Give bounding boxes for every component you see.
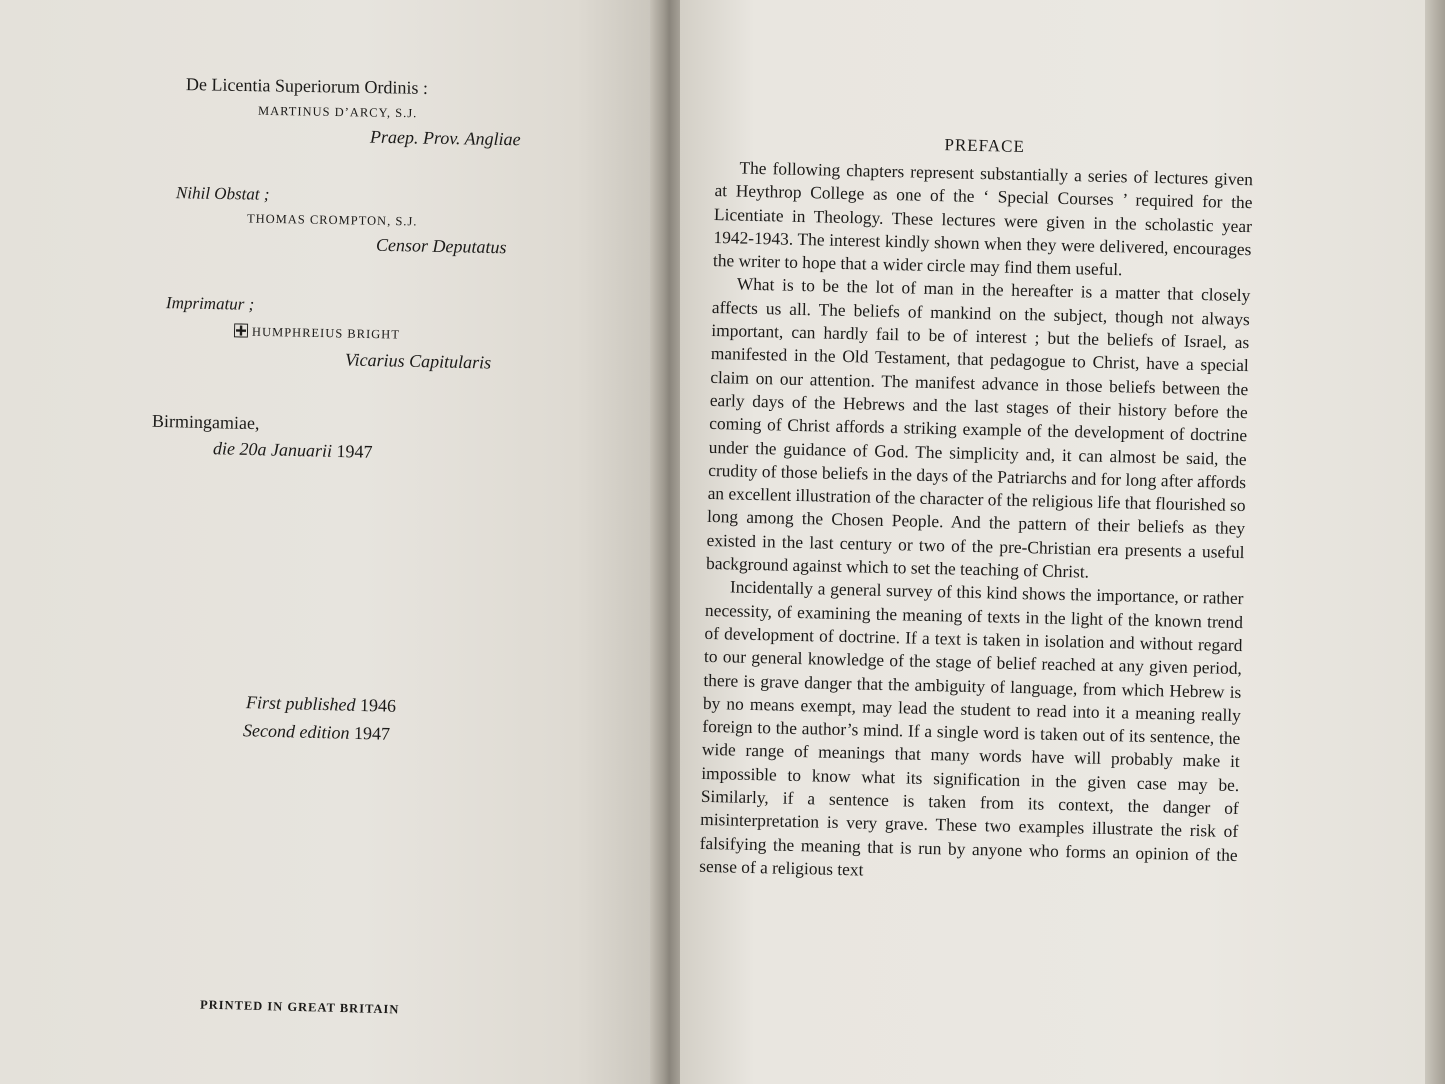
date-year: 1947 xyxy=(336,440,373,462)
preface-body xyxy=(699,128,1254,890)
second-edition-year: 1947 xyxy=(353,722,391,744)
preface-paragraph: What is to be the lot of man in the hereafter is a matter that closely affects us all. The beliefs of mankind on the subject, though not always important, can hardly fail to be of interest ; but the beliefs of Israel, as manifested in the Old Testament, that pedagogue to Christ, have a special claim on our attention. The manifest advance in those beliefs between the early days of the Hebrews and the last stages of their history before the coming of Christ affords a striking example of the development of doctrine under the guidance of God. The simplicity and, it can almost be said, the crudity of those beliefs in the days of the Patriarchs and for long after affords an excellent illustration of the character of the religious life that flourished so long among the Chosen People. And the pattern of their beliefs as they existed in the last century or two of the pre-Christian era presents a useful background against which to set the teaching of Christ. xyxy=(705,273,1251,582)
nihil-obstat-name: THOMAS CROMPTON, S.J. xyxy=(246,211,418,229)
right-page xyxy=(680,0,1425,1084)
licence-line: De Licentia Superiorum Ordinis : xyxy=(185,74,429,98)
first-published-year: 1946 xyxy=(359,694,397,716)
cross-icon xyxy=(234,323,248,337)
nihil-obstat-label: Nihil Obstat ; xyxy=(175,183,270,204)
first-published-line xyxy=(246,692,396,717)
nihil-obstat-title: Censor Deputatus xyxy=(375,234,507,258)
preface-paragraph: Incidentally a general survey of this kind shows the importance, or rather necessity, of examining the meaning of texts in the light of the known trend of development of doctrine. If a text is taken in isolation and without regard to our general knowledge of the stage of belief reached at any given period, there is grave danger that the ambiguity of language, from which Hebrew is by no means exempt, may lead the student to read into it a meaning really foreign to the author’s mind. If a single word is taken out of its sentence, the wide range of meanings that many words have will probably make it impossible to know what its signification in the given case may be. Similarly, if a sentence is taken from its context, the danger of misinterpretation is very grave. These two examples illustrate the risk of falsifying the meaning that is run by anyone who forms an opinion of the sense of a religious text xyxy=(699,576,1244,880)
place: Birmingamiae, xyxy=(151,410,260,434)
licence-title: Praep. Prov. Angliae xyxy=(369,126,521,150)
page-edge xyxy=(1425,0,1445,1084)
first-published-label: First published xyxy=(245,692,356,715)
licence-name: MARTINUS D’ARCY, S.J. xyxy=(257,103,418,121)
date-line xyxy=(213,438,373,463)
left-page xyxy=(0,0,655,1084)
date-prefix: die 20a Januarii xyxy=(212,438,333,461)
second-edition-line xyxy=(243,720,390,745)
preface-paragraph: The following chapters represent substantially a series of lectures given at Heythrop College as one of the ‘ Special Courses ’ required for the Licentiate in Theology. These lectures were given in the scholastic year 1942-1943. The interest kindly shown when they were delivered, encourages the writer to hope that a wider circle may find them useful. xyxy=(712,157,1254,280)
imprimatur-title: Vicarius Capitularis xyxy=(344,349,492,373)
imprimatur-name-line xyxy=(234,323,400,342)
imprimatur-name: HUMPHREIUS BRIGHT xyxy=(251,324,401,342)
printed-in: PRINTED IN GREAT BRITAIN xyxy=(199,997,400,1017)
preface-heading: PREFACE xyxy=(944,135,1026,157)
second-edition-label: Second edition xyxy=(242,720,350,743)
imprimatur-label: Imprimatur ; xyxy=(165,293,255,314)
